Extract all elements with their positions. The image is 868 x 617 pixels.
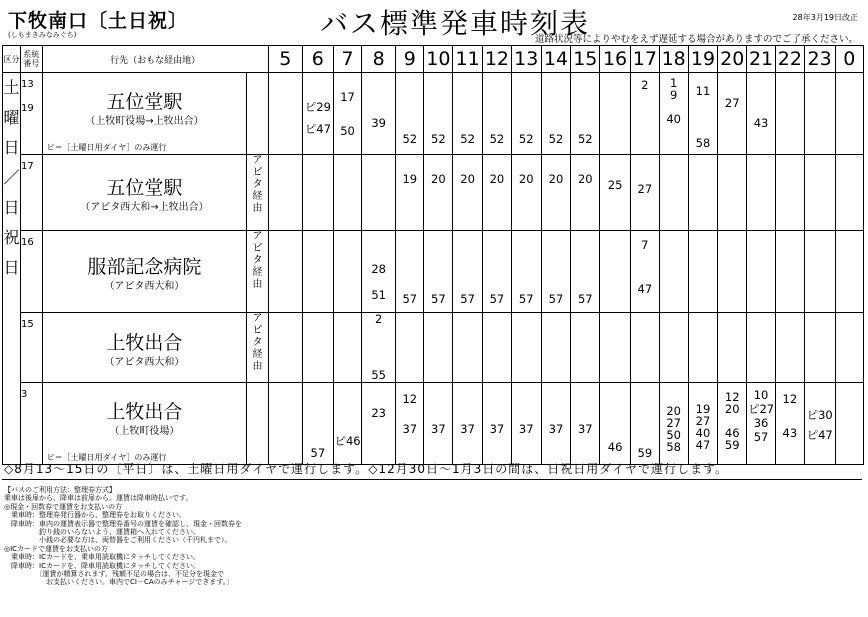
destination-name: 服部記念病院 — [87, 256, 202, 278]
departure-cell-0 — [835, 313, 863, 383]
departure-cell-0 — [835, 383, 863, 465]
hour-5: 5 — [268, 46, 302, 73]
timetable-sheet — [2, 2, 864, 612]
hour-0: 0 — [835, 46, 863, 73]
departure-cell-12 — [483, 155, 512, 231]
stop-name: 下牧南口〔土日祝〕 — [8, 10, 189, 32]
departure-minute: ピ47 — [806, 428, 833, 442]
departure-minute: 58 — [695, 136, 711, 150]
departure-minute: 59 — [637, 446, 653, 460]
route-number: 13 19 — [20, 73, 42, 155]
departure-cell-13 — [511, 155, 541, 231]
hour-17: 17 — [630, 46, 659, 73]
departure-cell-10 — [424, 231, 453, 313]
departure-cell-15 — [571, 155, 600, 231]
departure-cell-14 — [541, 231, 571, 313]
departure-cell-5 — [268, 73, 302, 155]
departure-minute: 52 — [489, 132, 505, 146]
fare-info-line: 【バスのご利用方法：整理券方式】 — [4, 486, 116, 494]
col-destination: 行先（おもな経由地） — [42, 46, 268, 73]
departure-minute: 27 — [666, 416, 681, 430]
departure-cell-9 — [396, 313, 424, 383]
destination-cell — [42, 155, 247, 231]
departure-cell-6 — [302, 383, 333, 465]
departure-cell-10 — [424, 313, 453, 383]
departure-cell-11 — [453, 231, 483, 313]
departure-cell-22 — [775, 73, 804, 155]
via-flag — [247, 73, 269, 155]
departure-minute: 57 — [402, 292, 418, 306]
departure-cell-20 — [718, 73, 747, 155]
departure-cell-14 — [541, 313, 571, 383]
departure-cell-15 — [571, 313, 600, 383]
departure-minute: 37 — [577, 422, 593, 436]
departure-cell-13 — [511, 73, 541, 155]
departure-cell-10 — [424, 155, 453, 231]
col-route-no: 系統番号 — [20, 46, 42, 73]
departure-cell-5 — [268, 231, 302, 313]
departure-minute: 20 — [548, 172, 564, 186]
departure-minute: 55 — [371, 368, 386, 382]
hour-11: 11 — [453, 46, 483, 73]
destination-via: （上牧町役場→上牧出合） — [85, 116, 204, 127]
departure-cell-0 — [835, 231, 863, 313]
departure-cell-12 — [483, 313, 512, 383]
departure-cell-0 — [835, 155, 863, 231]
fare-info-line: 降車時：ICカードを、降車用読取機にタッチしてください。 — [4, 561, 200, 570]
departure-cell-8 — [362, 231, 396, 313]
departure-minute: 20 — [489, 172, 505, 186]
departure-minute: 59 — [724, 438, 740, 452]
departure-minute: 52 — [518, 132, 534, 146]
departure-cell-11 — [453, 73, 483, 155]
departure-minute: ピ46 — [334, 434, 361, 448]
departure-minute: 37 — [548, 422, 564, 436]
departure-cell-8 — [362, 155, 396, 231]
hour-7: 7 — [333, 46, 361, 73]
departure-cell-12 — [483, 73, 512, 155]
saturday-only-note: ピ＝［土曜日用ダイヤ］のみ運行 — [46, 143, 167, 152]
departure-cell-14 — [541, 155, 571, 231]
departure-cell-18 — [659, 231, 688, 313]
departure-cell-6 — [302, 231, 333, 313]
departure-minute: 51 — [371, 288, 386, 302]
departure-minute: 20 — [577, 172, 593, 186]
departure-minute: ピ29 — [304, 100, 331, 114]
fare-info-line: 乗車時：ICカードを、乗車用読取機にタッチしてください。 — [4, 553, 200, 562]
departure-cell-18 — [659, 313, 688, 383]
departure-minute: 46 — [607, 440, 623, 454]
departure-cell-20 — [718, 313, 747, 383]
departure-cell-16 — [600, 313, 631, 383]
departure-cell-16 — [600, 155, 631, 231]
departure-minute: 37 — [460, 422, 475, 436]
hour-13: 13 — [511, 46, 541, 73]
departure-minute: 52 — [460, 132, 475, 146]
departure-cell-21 — [747, 73, 776, 155]
page-title: バス標準発車時刻表 — [320, 7, 591, 40]
departure-minute: 57 — [310, 446, 326, 460]
hour-8: 8 — [362, 46, 396, 73]
departure-minute: 57 — [431, 292, 446, 306]
fare-info-line: 〔運賃が精算されます。残額不足の場合は、不足分を現金で — [4, 570, 224, 579]
departure-cell-11 — [453, 313, 483, 383]
departure-cell-15 — [571, 73, 600, 155]
departure-cell-23 — [804, 231, 835, 313]
departure-cell-7 — [333, 155, 361, 231]
hour-19: 19 — [688, 46, 718, 73]
departure-minute: 27 — [724, 96, 740, 110]
route-number: 15 — [20, 313, 42, 383]
route-row — [3, 383, 864, 465]
departure-cell-23 — [804, 313, 835, 383]
departure-minute: 57 — [460, 292, 475, 306]
departure-cell-19 — [688, 313, 718, 383]
fare-info-line: お支払いください。車内でCI－CAのみチャージできます。〕 — [4, 578, 234, 587]
departure-minute: 9 — [669, 88, 678, 102]
departure-minute: 37 — [489, 422, 505, 436]
via-flag: ア ピ タ 経 由 — [247, 155, 269, 231]
fare-info-line: 乗車時：整理券発行器から、整理券をお取りください。 — [4, 511, 186, 520]
departure-cell-23 — [804, 383, 835, 465]
fare-info — [4, 486, 242, 587]
service-notice: ◇8月13～15日の〔平日〕は、土曜日用ダイヤで運行します。◇12月30日～1月3日の間は、日祝日用ダイヤで運行します。 — [2, 460, 862, 480]
destination-via: （上牧町役場） — [109, 426, 180, 437]
departure-cell-14 — [541, 383, 571, 465]
departure-minute: 50 — [666, 428, 681, 442]
saturday-only-note: ピ＝［土曜日用ダイヤ］のみ運行 — [46, 453, 167, 462]
hour-10: 10 — [424, 46, 453, 73]
destination-name: 五位堂駅 — [106, 177, 183, 199]
header-row — [3, 46, 864, 73]
destination-via: （アピタ西大和） — [104, 357, 185, 368]
departure-minute: ピ47 — [304, 122, 331, 136]
hour-6: 6 — [302, 46, 333, 73]
hour-9: 9 — [396, 46, 424, 73]
departure-minute: 36 — [753, 416, 769, 430]
departure-cell-17 — [630, 73, 659, 155]
departure-minute: 25 — [607, 178, 623, 192]
departure-minute: 57 — [548, 292, 564, 306]
destination-cell — [42, 231, 247, 313]
departure-cell-11 — [453, 383, 483, 465]
departure-minute: 37 — [518, 422, 534, 436]
departure-minute: 27 — [637, 182, 653, 196]
via-flag: ア ピ タ 経 由 — [247, 313, 269, 383]
departure-minute: 20 — [518, 172, 534, 186]
departure-cell-7 — [333, 231, 361, 313]
departure-minute: 19 — [695, 402, 711, 416]
day-type-label: 土 曜 日 ／ 日 祝 日 — [3, 73, 21, 465]
destination-via: （アピタ西大和→上牧出合） — [80, 202, 209, 213]
departure-cell-20 — [718, 155, 747, 231]
departure-cell-22 — [775, 155, 804, 231]
departure-minute: 37 — [402, 422, 418, 436]
departure-cell-20 — [718, 383, 747, 465]
departure-cell-19 — [688, 155, 718, 231]
departure-cell-12 — [483, 231, 512, 313]
col-kubun: 区分 — [3, 46, 21, 73]
hour-18: 18 — [659, 46, 688, 73]
fare-info-line: 小銭の必要な方は、両替器をご利用ください（千円札まで）。 — [4, 536, 232, 545]
departure-cell-9 — [396, 155, 424, 231]
departure-minute: 52 — [402, 132, 418, 146]
timetable — [2, 45, 864, 465]
departure-minute: 43 — [753, 116, 769, 130]
departure-cell-19 — [688, 73, 718, 155]
departure-cell-23 — [804, 73, 835, 155]
departure-cell-17 — [630, 155, 659, 231]
departure-minute: 20 — [666, 404, 681, 418]
departure-cell-20 — [718, 231, 747, 313]
route-number: 16 — [20, 231, 42, 313]
route-number: 17 — [20, 155, 42, 231]
departure-cell-6 — [302, 313, 333, 383]
departure-minute: 1 — [669, 76, 678, 90]
revision-date: 28年3月19日改正 — [792, 13, 858, 22]
departure-minute: 27 — [695, 414, 711, 428]
departure-cell-10 — [424, 383, 453, 465]
departure-cell-6 — [302, 73, 333, 155]
departure-cell-9 — [396, 383, 424, 465]
departure-minute: 37 — [431, 422, 446, 436]
departure-cell-5 — [268, 313, 302, 383]
departure-minute: ピ27 — [747, 402, 775, 416]
departure-minute: 40 — [695, 426, 711, 440]
departure-minute: 20 — [431, 172, 446, 186]
departure-minute: 52 — [548, 132, 564, 146]
hour-12: 12 — [483, 46, 512, 73]
departure-cell-22 — [775, 231, 804, 313]
departure-minute: 10 — [753, 388, 769, 402]
stop-kana: (しもまきみなみぐち) — [8, 31, 77, 39]
hour-14: 14 — [541, 46, 571, 73]
route-row — [3, 313, 864, 383]
route-row — [3, 231, 864, 313]
departure-cell-7 — [333, 383, 361, 465]
destination-via: （アピタ西大和） — [104, 281, 185, 292]
departure-minute: 12 — [724, 390, 740, 404]
departure-cell-8 — [362, 383, 396, 465]
departure-cell-8 — [362, 313, 396, 383]
departure-minute: 2 — [374, 312, 383, 326]
departure-minute: 2 — [641, 78, 649, 92]
hour-22: 22 — [775, 46, 804, 73]
hour-16: 16 — [600, 46, 631, 73]
route-row — [3, 155, 864, 231]
departure-cell-13 — [511, 313, 541, 383]
departure-minute: 50 — [340, 124, 355, 138]
departure-cell-18 — [659, 73, 688, 155]
hour-15: 15 — [571, 46, 600, 73]
hour-21: 21 — [747, 46, 776, 73]
destination-cell — [42, 383, 247, 465]
departure-minute: ピ30 — [806, 408, 833, 422]
departure-cell-19 — [688, 231, 718, 313]
departure-minute: 57 — [753, 430, 769, 444]
destination-cell — [42, 313, 247, 383]
departure-cell-16 — [600, 231, 631, 313]
departure-cell-7 — [333, 73, 361, 155]
departure-minute: 47 — [637, 282, 653, 296]
departure-minute: 12 — [782, 392, 798, 406]
departure-minute: 57 — [489, 292, 505, 306]
departure-cell-22 — [775, 383, 804, 465]
fare-info-line: 釣り銭のいらないよう、運賃箱へ入れてください。 — [4, 528, 200, 537]
departure-minute: 57 — [518, 292, 534, 306]
departure-minute: 46 — [724, 426, 740, 440]
fare-info-line: 降車時：車内の運賃表示器で整理券番号の運賃を確認し、現金・回数券を — [4, 519, 242, 528]
departure-cell-5 — [268, 155, 302, 231]
departure-cell-11 — [453, 155, 483, 231]
departure-cell-15 — [571, 383, 600, 465]
departure-cell-18 — [659, 383, 688, 465]
departure-cell-9 — [396, 231, 424, 313]
destination-cell — [42, 73, 247, 155]
departure-minute: 57 — [577, 292, 593, 306]
departure-cell-17 — [630, 383, 659, 465]
hour-20: 20 — [718, 46, 747, 73]
departure-minute: 11 — [695, 84, 711, 98]
departure-cell-14 — [541, 73, 571, 155]
departure-cell-22 — [775, 313, 804, 383]
via-flag: ア ピ タ 経 由 — [247, 231, 269, 313]
departure-cell-13 — [511, 231, 541, 313]
departure-minute: 28 — [371, 262, 386, 276]
departure-minute: 17 — [340, 90, 355, 104]
departure-cell-7 — [333, 313, 361, 383]
departure-cell-21 — [747, 155, 776, 231]
departure-minute: 39 — [371, 116, 386, 130]
departure-cell-21 — [747, 313, 776, 383]
departure-cell-6 — [302, 155, 333, 231]
departure-cell-9 — [396, 73, 424, 155]
destination-name: 上牧出合 — [106, 332, 183, 354]
departure-cell-0 — [835, 73, 863, 155]
departure-cell-17 — [630, 313, 659, 383]
departure-cell-19 — [688, 383, 718, 465]
departure-cell-13 — [511, 383, 541, 465]
route-row — [3, 73, 864, 155]
departure-minute: 20 — [724, 402, 740, 416]
departure-cell-10 — [424, 73, 453, 155]
departure-cell-21 — [747, 231, 776, 313]
departure-cell-18 — [659, 155, 688, 231]
departure-minute: 43 — [782, 426, 798, 440]
departure-minute: 7 — [641, 238, 649, 252]
departure-cell-17 — [630, 231, 659, 313]
destination-name: 上牧出合 — [106, 401, 183, 423]
departure-cell-5 — [268, 383, 302, 465]
destination-name: 五位堂駅 — [106, 91, 183, 113]
departure-cell-12 — [483, 383, 512, 465]
departure-minute: 19 — [402, 172, 418, 186]
departure-minute: 12 — [402, 392, 418, 406]
departure-minute: 47 — [695, 438, 711, 452]
route-number: 3 — [20, 383, 42, 465]
departure-minute: 20 — [460, 172, 475, 186]
departure-cell-16 — [600, 383, 631, 465]
fare-info-line: ◎現金・回数券で運賃をお支払いの方 — [4, 502, 123, 511]
via-flag — [247, 383, 269, 465]
departure-minute: 58 — [666, 440, 681, 454]
hour-23: 23 — [804, 46, 835, 73]
departure-minute: 52 — [431, 132, 446, 146]
departure-minute: 52 — [577, 132, 593, 146]
departure-cell-8 — [362, 73, 396, 155]
departure-cell-23 — [804, 155, 835, 231]
departure-cell-15 — [571, 231, 600, 313]
delay-note: 道路状況等によりやむをえず遅延する場合がありますのでご了承ください。 — [534, 34, 858, 45]
fare-info-line: 乗車は後扉から、降車は前扉から。運賃は降車時払いです。 — [4, 494, 193, 503]
departure-minute: 23 — [371, 406, 386, 420]
departure-minute: 40 — [666, 112, 681, 126]
fare-info-line: ◎ICカードで運賃をお支払いの方 — [4, 544, 109, 553]
departure-cell-16 — [600, 73, 631, 155]
departure-cell-21 — [747, 383, 776, 465]
